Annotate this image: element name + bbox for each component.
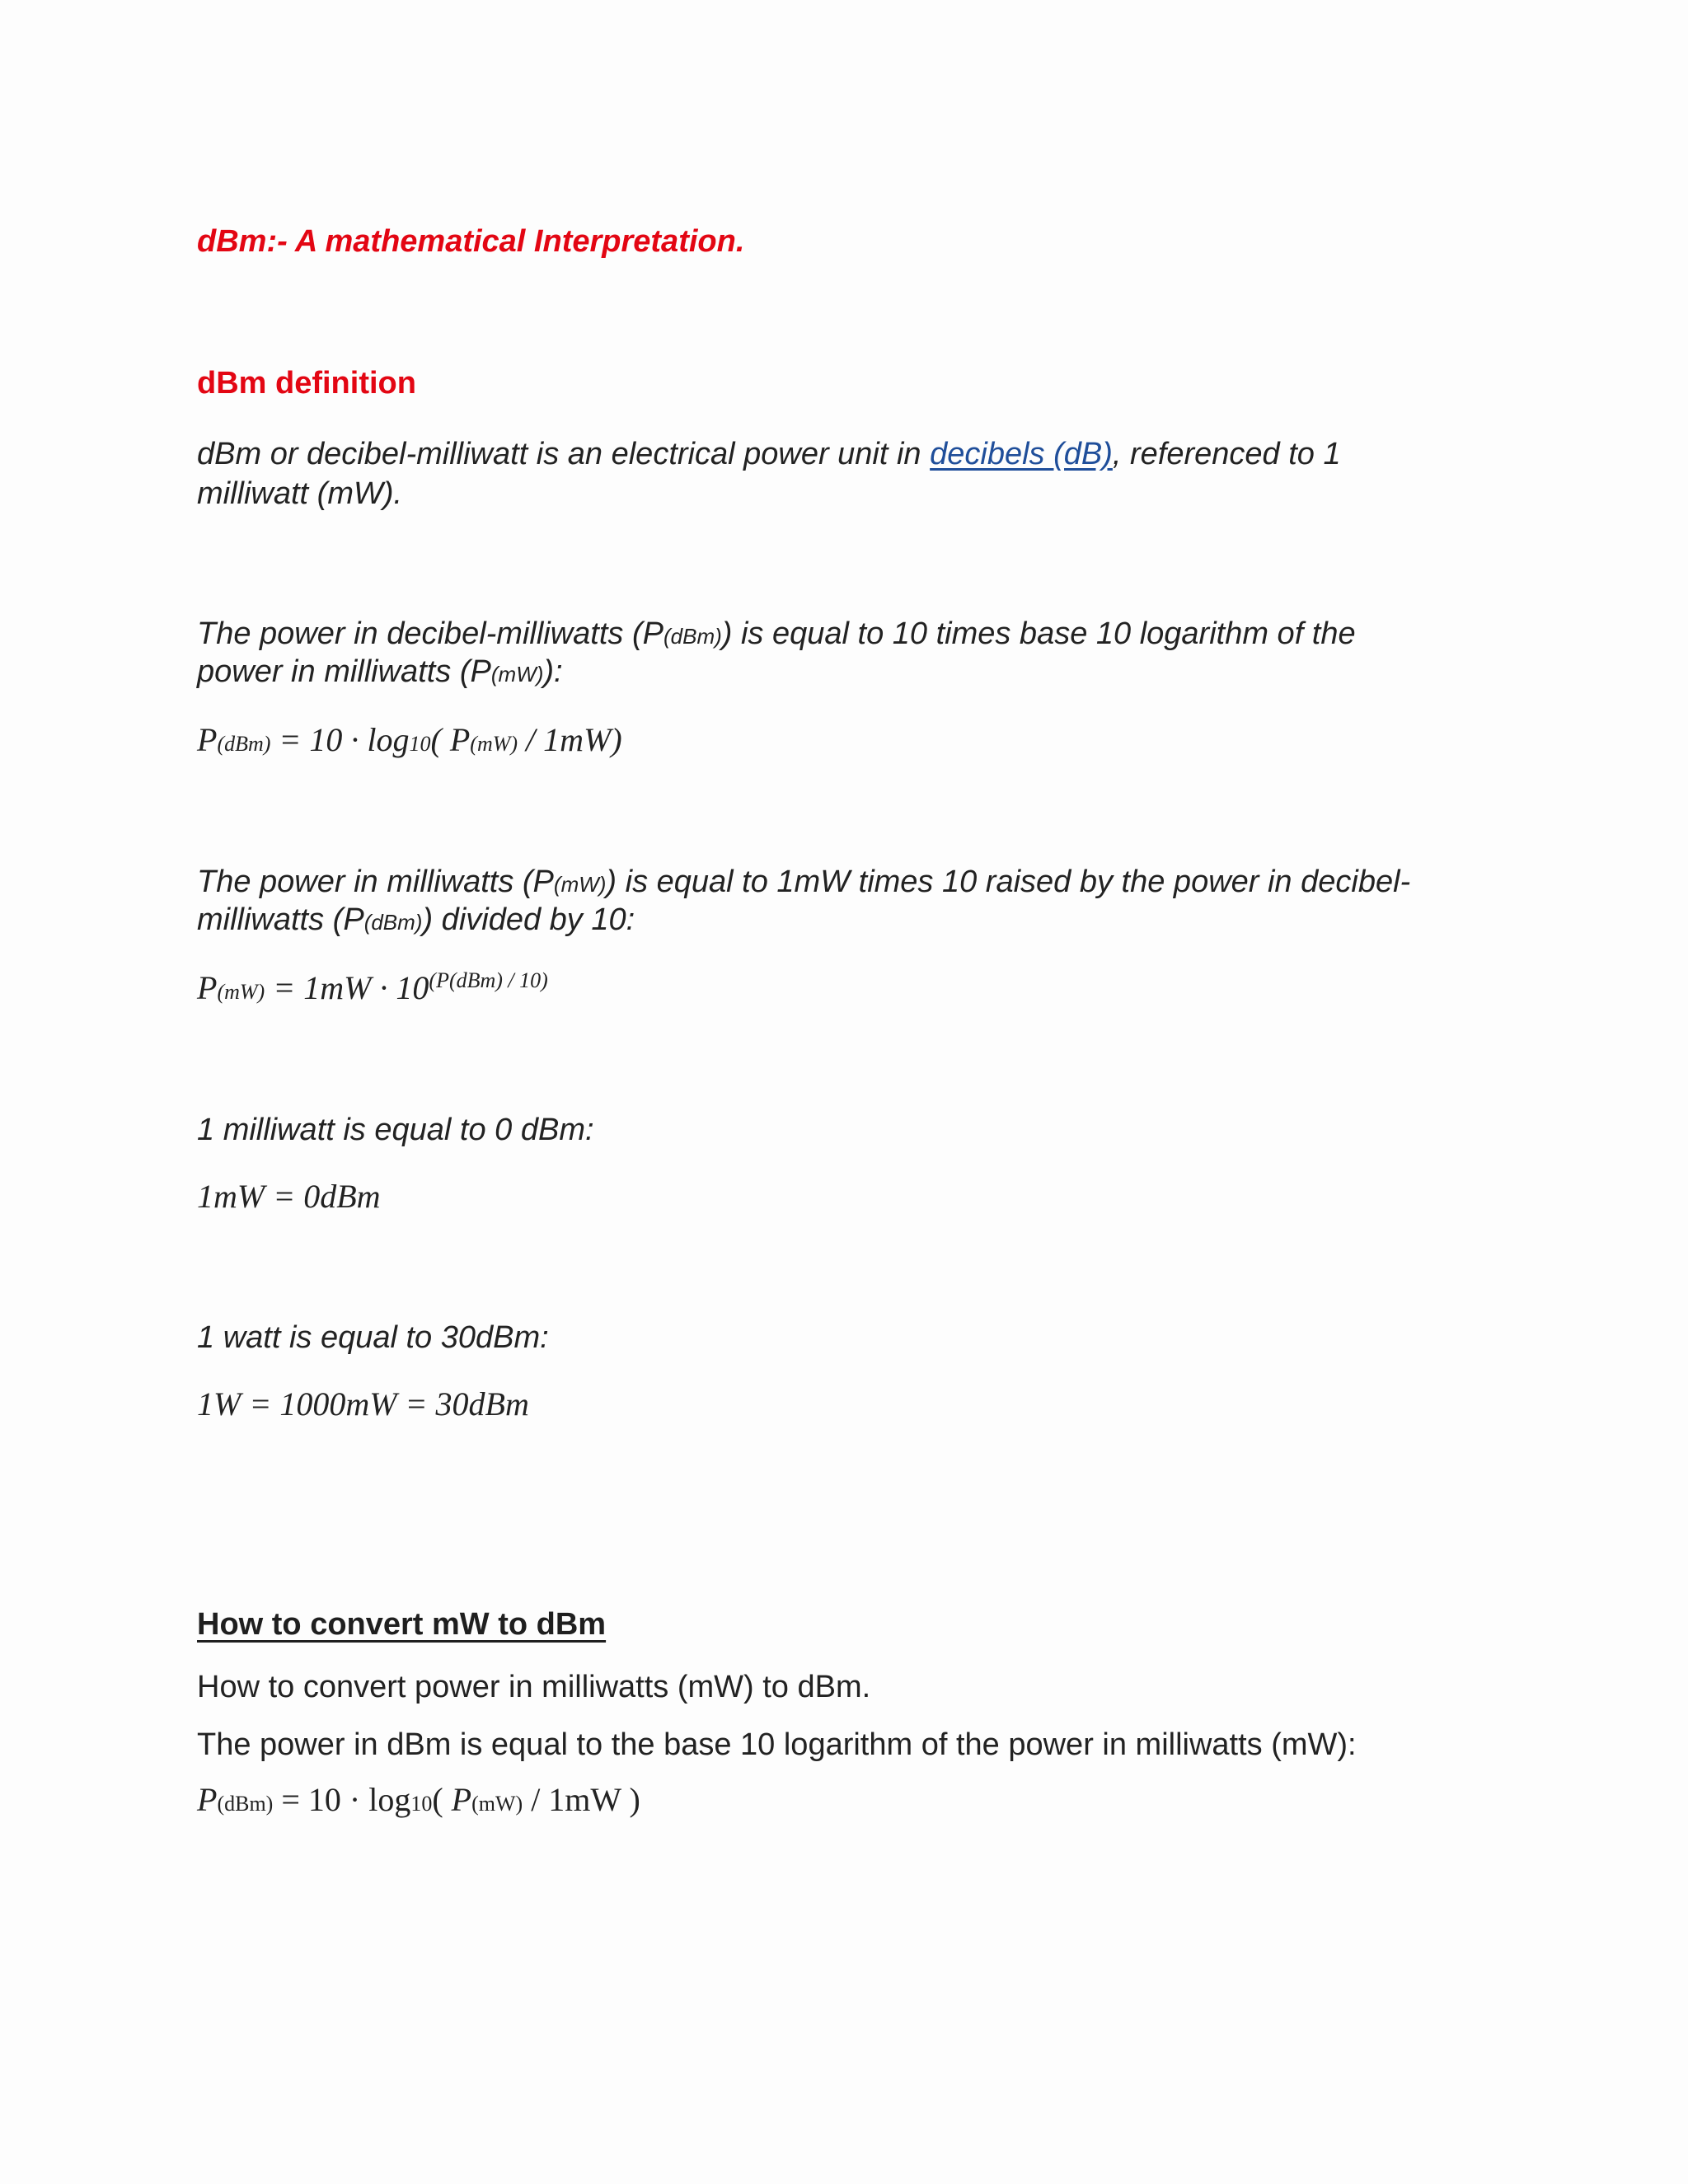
formula-part: ( — [432, 1781, 452, 1818]
convert-heading: How to convert mW to dBm — [197, 1607, 607, 1642]
formula-subscript: (dBm) — [217, 1792, 274, 1816]
formula-part: / 1mW ) — [523, 1781, 640, 1818]
definition-heading: dBm definition — [197, 366, 416, 401]
definition-text-after-link: , referenced to 1 — [1112, 437, 1341, 471]
subscript: (dBm) — [363, 910, 423, 935]
formula-one-w: 1W = 1000mW = 30dBm — [197, 1385, 529, 1422]
formula-subscript: (mW) — [470, 732, 518, 756]
definition-line-2: milliwatt (mW). — [197, 476, 403, 511]
text-segment: milliwatts (P — [197, 902, 364, 937]
one-watt-text: 1 watt is equal to 30dBm: — [197, 1320, 549, 1355]
text-segment: The power in decibel-milliwatts (P — [197, 616, 663, 651]
formula-part: ( P — [430, 721, 471, 758]
formula-exponent: (P(dBm) / 10) — [429, 968, 548, 992]
formula-subscript: (dBm) — [217, 732, 271, 756]
one-milliwatt-text: 1 milliwatt is equal to 0 dBm: — [197, 1113, 594, 1147]
formula-part: P — [197, 721, 218, 758]
formula-part: P — [197, 1781, 218, 1818]
power-dbm-line-1 — [197, 615, 1356, 655]
text-segment: ) divided by 10: — [422, 902, 635, 937]
formula-part: P — [451, 1781, 472, 1818]
formula-convert — [197, 1780, 640, 1819]
text-segment: ) is equal to 1mW times 10 raised by the power in decibel- — [606, 865, 1411, 899]
power-mw-line-2 — [197, 901, 635, 941]
power-mw-line-1 — [197, 863, 1410, 903]
definition-line-1 — [197, 435, 1341, 473]
subscript: (dBm) — [663, 624, 722, 649]
definition-text: dBm or decibel-milliwatt is an electrical power unit in — [197, 437, 931, 471]
text-segment: ): — [543, 654, 563, 689]
formula-mw — [197, 968, 548, 1007]
formula-part: = 10 · log — [273, 1781, 411, 1818]
text-segment: power in milliwatts (P — [197, 654, 491, 689]
formula-part: P — [197, 969, 218, 1006]
decibels-link[interactable]: decibels (dB) — [930, 437, 1113, 471]
convert-line-2: The power in dBm is equal to the base 10 logarithm of the power in milliwatts (mW): — [197, 1727, 1357, 1762]
formula-part: / 1mW) — [518, 721, 622, 758]
subscript: (mW) — [490, 662, 544, 687]
text-segment: ) is equal to 10 times base 10 logarithm of the — [721, 616, 1356, 651]
convert-line-1: How to convert power in milliwatts (mW) to dBm. — [197, 1670, 871, 1704]
formula-part: = 10 · log — [270, 721, 410, 758]
page-title: dBm:- A mathematical Interpretation. — [197, 224, 745, 259]
formula-subscript: 10 — [409, 732, 431, 756]
formula-part: = 1mW · 10 — [265, 969, 429, 1006]
formula-dbm — [197, 720, 622, 759]
formula-subscript: (mW) — [471, 1792, 523, 1816]
formula-subscript: (mW) — [217, 980, 265, 1004]
power-dbm-line-2 — [197, 653, 563, 693]
formula-one-mw: 1mW = 0dBm — [197, 1178, 381, 1215]
formula-subscript: 10 — [410, 1792, 433, 1816]
subscript: (mW) — [553, 872, 607, 897]
text-segment: The power in milliwatts (P — [197, 865, 554, 899]
